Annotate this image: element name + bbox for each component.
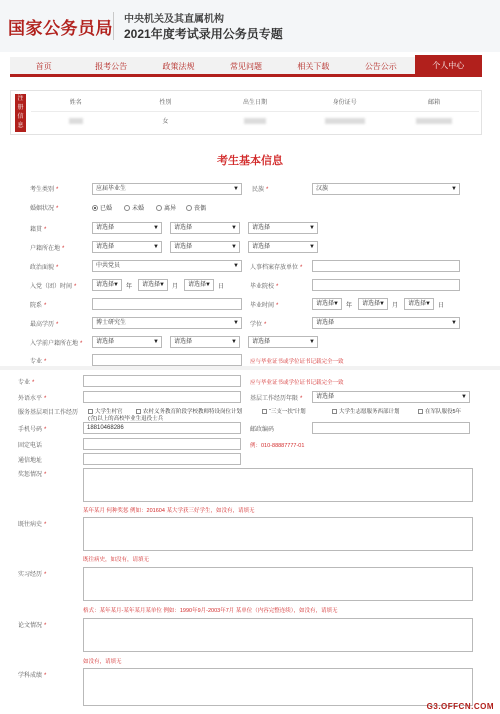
party-year-select[interactable]: 请选择 ▼	[92, 279, 122, 291]
landline-input[interactable]	[83, 438, 241, 450]
radio-single[interactable]	[124, 205, 130, 211]
header-gender: 性别	[159, 100, 172, 106]
pre-household-city-select[interactable]: 请选择 ▼	[170, 336, 240, 348]
cell-email	[389, 113, 479, 131]
label-landline: 固定电话	[18, 443, 43, 449]
household-province-select[interactable]: 请选择 ▼	[92, 241, 162, 253]
header-email: 邮箱	[428, 100, 441, 106]
party-year-unit: 年	[126, 284, 133, 290]
checkbox-military[interactable]	[418, 409, 423, 414]
marital-option-widowed[interactable]: 丧偶	[186, 203, 206, 212]
label-highest-edu: 最高学历 *	[30, 322, 59, 328]
checkbox-three-support[interactable]	[262, 409, 267, 414]
label-archive-unit: 人事档案存放单位 *	[250, 265, 303, 271]
highest-edu-select[interactable]: 博士研究生 ▼	[92, 317, 242, 329]
pre-household-county-select[interactable]: 请选择 ▼	[248, 336, 318, 348]
cell-name	[31, 113, 121, 131]
archive-unit-input[interactable]	[312, 260, 460, 272]
checkbox-western-volunteer[interactable]	[332, 409, 337, 414]
degree-select[interactable]: 请选择 ▼	[312, 317, 460, 329]
major-hint-2: 应与毕业证书或学位证书记载完全一致	[250, 380, 344, 386]
label-grad-time: 毕业时间 *	[250, 303, 279, 309]
political-select[interactable]: 中共党员 ▼	[92, 260, 242, 272]
header-name: 姓名	[69, 100, 82, 106]
label-thesis: 论文情况 *	[18, 623, 47, 629]
watermark: G3.OFFCN.COM	[426, 702, 494, 711]
thesis-textarea[interactable]	[83, 618, 473, 652]
service-option-village-official[interactable]: 大学生村官	[88, 407, 123, 415]
household-city-select[interactable]: 请选择 ▼	[170, 241, 240, 253]
achievements-textarea[interactable]	[83, 668, 473, 706]
registration-tag: 注册信息	[15, 94, 26, 132]
label-achievements: 学科成绩 *	[18, 673, 47, 679]
label-marital: 婚姻状况 *	[30, 206, 59, 212]
label-awards: 奖惩情况 *	[18, 472, 47, 478]
label-native-place: 籍贯 *	[30, 227, 47, 233]
history-hint: 既往病史，如没有，请填无	[83, 557, 150, 563]
nav-home[interactable]: 首页	[35, 62, 52, 71]
label-ethnicity: 民族 *	[252, 187, 269, 193]
major-hint: 应与毕业证书或学位证书记载完全一致	[250, 359, 344, 365]
grad-month-unit: 月	[392, 303, 399, 309]
internship-hint: 格式：某年某月-某年某月某单位 例如：1990年9月-2003年7月 某单位（内容完整连续），如没有，请填无	[83, 608, 338, 614]
marital-option-married[interactable]: 已婚	[92, 203, 112, 212]
label-degree: 学位 *	[250, 322, 267, 328]
native-city-select[interactable]: 请选择 ▼	[170, 222, 240, 234]
label-internship: 实习经历 *	[18, 572, 47, 578]
header-subtitle-org: 中央机关及其直属机构	[124, 14, 224, 25]
service-option-three-support[interactable]: “三支一扶”计划	[262, 407, 306, 415]
registration-header	[31, 94, 479, 112]
native-county-select[interactable]: 请选择 ▼	[248, 222, 318, 234]
grad-day-unit: 日	[438, 303, 445, 309]
foreign-lang-input[interactable]	[83, 391, 241, 403]
cell-gender: 女	[162, 119, 169, 125]
internship-textarea[interactable]	[83, 567, 473, 601]
service-option-military[interactable]: 在军队服役5年	[418, 407, 461, 415]
service-option-rural-teacher[interactable]: 农村义务教育阶段学校教师特设岗位计划	[136, 407, 242, 415]
header-subtitle-topic: 2021年度考试录用公务员专题	[124, 27, 283, 41]
nav-notices[interactable]: 公告公示	[364, 62, 397, 71]
nav-personal-center[interactable]: 个人中心	[415, 55, 482, 77]
pre-household-province-select[interactable]: 请选择 ▼	[92, 336, 162, 348]
header-birthdate: 出生日期	[242, 100, 267, 106]
registration-info	[10, 90, 482, 135]
label-political: 政治面貌 *	[30, 265, 59, 271]
label-phone: 手机号码 *	[18, 427, 47, 433]
department-input[interactable]	[92, 298, 242, 310]
screenshot-divider	[0, 366, 500, 370]
postal-code-input[interactable]	[312, 422, 470, 434]
grad-school-input[interactable]	[312, 279, 460, 291]
label-candidate-type: 考生类别 *	[30, 187, 59, 193]
label-major-2: 专业 *	[18, 380, 35, 386]
main-nav	[10, 57, 482, 77]
radio-divorced[interactable]	[156, 205, 162, 211]
logo-divider	[113, 12, 114, 40]
label-service-project: 服务基层项目工作经历	[18, 410, 79, 416]
header-id-number: 身份证号	[332, 100, 357, 106]
service-option-note: (含)以上的高校毕业生退役士兵	[88, 416, 164, 422]
section-title: 考生基本信息	[217, 155, 283, 167]
grad-year-unit: 年	[346, 303, 353, 309]
label-address: 通信地址	[18, 458, 43, 464]
marital-option-single[interactable]: 未婚	[124, 203, 144, 212]
nav-policies[interactable]: 政策法规	[162, 62, 195, 71]
candidate-type-select[interactable]: 应届毕业生 ▼	[92, 183, 242, 195]
party-month-select[interactable]: 请选择 ▼	[138, 279, 168, 291]
label-department: 院系 *	[30, 303, 47, 309]
awards-textarea[interactable]	[83, 468, 473, 502]
party-day-select[interactable]: 请选择 ▼	[184, 279, 214, 291]
address-input[interactable]	[83, 453, 241, 465]
grad-day-select[interactable]: 请选择 ▼	[404, 298, 434, 310]
native-province-select[interactable]: 请选择 ▼	[92, 222, 162, 234]
label-party-time: 入党（团）时间 *	[30, 284, 77, 290]
radio-married[interactable]	[92, 205, 98, 211]
thesis-hint: 如没有，请填无	[83, 659, 122, 665]
major-input-2[interactable]	[83, 375, 241, 387]
grassroots-years-select[interactable]: 请选择 ▼	[312, 391, 470, 403]
nav-faq[interactable]: 常见问题	[229, 62, 262, 71]
service-option-western-volunteer[interactable]: 大学生志愿服务西部计划	[332, 407, 400, 415]
phone-input[interactable]: 18810468286	[83, 422, 241, 434]
label-pre-household: 入学前户籍所在地 *	[30, 341, 83, 347]
label-foreign-lang: 外语水平 *	[18, 396, 47, 402]
label-grad-school: 毕业院校 *	[250, 284, 279, 290]
label-major: 专业 *	[30, 359, 47, 365]
household-county-select[interactable]: 请选择 ▼	[248, 241, 318, 253]
nav-downloads[interactable]: 相关下载	[297, 62, 330, 71]
nav-announcements[interactable]: 报考公告	[95, 62, 128, 71]
awards-hint: 某年某月 何种奖惩 例如：201604 某大学获三好学生，如没有，请填无	[83, 508, 255, 514]
site-logo[interactable]: 国家公务员局	[8, 19, 113, 38]
landline-hint: 例：010-88887777-01	[250, 443, 305, 449]
label-history: 既往病史 *	[18, 522, 47, 528]
party-day-unit: 日	[218, 284, 225, 290]
registration-row	[31, 113, 479, 131]
radio-widowed[interactable]	[186, 205, 192, 211]
label-postal-code: 邮政编码	[250, 427, 275, 433]
cell-birthdate	[210, 113, 300, 131]
marital-option-divorced[interactable]: 离异	[156, 203, 176, 212]
ethnicity-select[interactable]: 汉族 ▼	[312, 183, 460, 195]
history-textarea[interactable]	[83, 517, 473, 551]
grad-month-select[interactable]: 请选择 ▼	[358, 298, 388, 310]
site-header	[0, 0, 500, 52]
party-month-unit: 月	[172, 284, 179, 290]
major-input[interactable]	[92, 354, 242, 366]
cell-id-number	[300, 113, 390, 131]
label-grassroots-years: 基层工作经历年限 *	[250, 396, 303, 402]
label-household: 户籍所在地 *	[30, 246, 65, 252]
grad-year-select[interactable]: 请选择 ▼	[312, 298, 342, 310]
